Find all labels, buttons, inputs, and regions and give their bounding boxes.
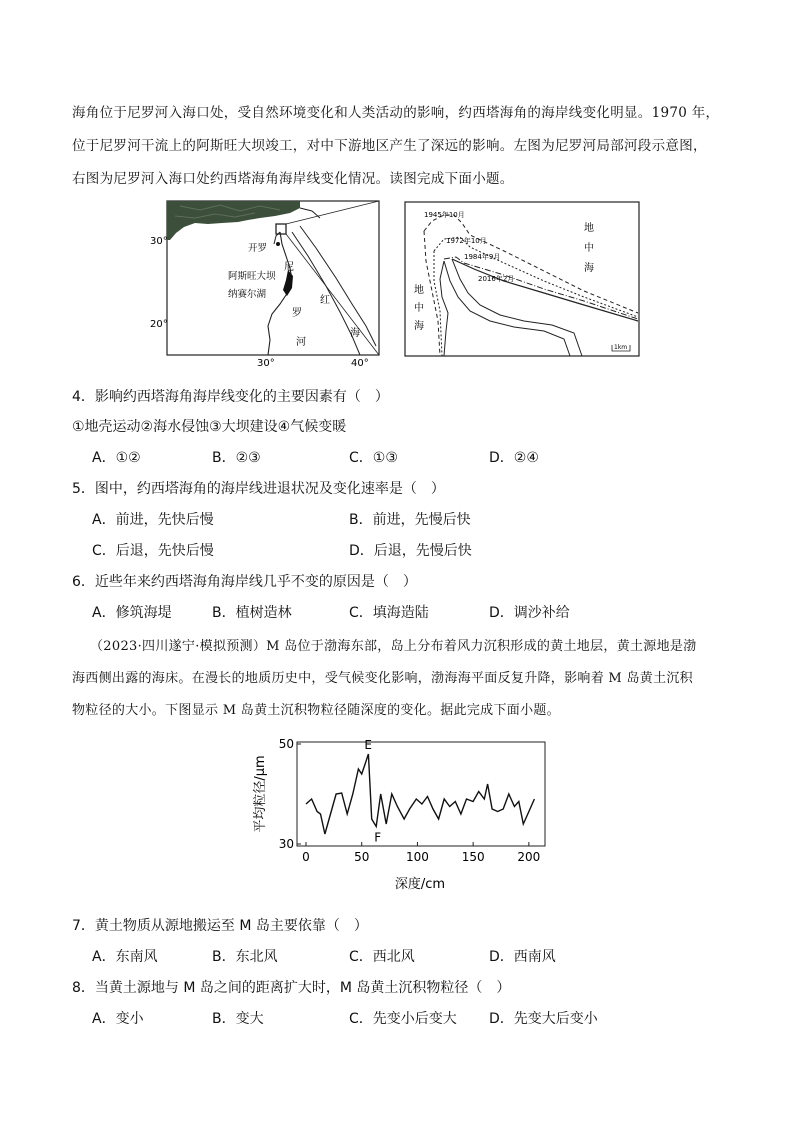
sea-right-char-2: 中 [584,243,594,254]
y-axis-label: 平均粒径/μm [253,755,268,833]
intro-1-line-2: 位于尼罗河干流上的阿斯旺大坝竣工，对中下游地区产生了深远的影响。左图为尼罗河局部河段示意图， [72,138,707,154]
q7-option-c[interactable]: C．西北风 [349,949,415,965]
intro-1-line-1: 海角位于尼罗河入海口处，受自然环境变化和人类活动的影响，约西塔海角的海岸线变化明显。1970 年， [72,105,720,121]
q5-option-a[interactable]: A．前进，先快后慢 [92,512,214,528]
y-tick-label-30: 30 [278,837,294,851]
dam-label: 阿斯旺大坝 [228,271,276,282]
q7-option-d[interactable]: D．西南风 [489,949,556,965]
q5-option-c[interactable]: C．后退，先快后慢 [92,543,214,559]
q6-option-c[interactable]: C．填海造陆 [349,605,429,621]
q4-stem: 4．影响约西塔海角海岸线变化的主要因素有（ ） [72,389,389,405]
x-tick-label-150: 150 [461,850,485,864]
q4-option-a[interactable]: A．①② [92,450,141,466]
sea-right-char-3: 海 [584,263,594,274]
q8-stem: 8．当黄土源地与 M 岛之间的距离扩大时，M 岛黄土沉积物粒径（ ） [72,980,511,996]
intro-2-line-3: 物粒径的大小。下图显示 M 岛黄土沉积物粒径随深度的变化。据此完成下面小题。 [72,703,560,718]
x-tick-label-100: 100 [405,850,429,864]
q7-stem: 7．黄土物质从源地搬运至 M 岛主要依靠（ ） [72,918,368,934]
q5-option-d[interactable]: D．后退，先慢后快 [349,543,472,559]
sea-right-char-1: 地 [584,223,594,234]
q4-option-c[interactable]: C．①③ [349,450,398,466]
q8-option-a[interactable]: A．变小 [92,1011,144,1027]
q4-items: ①地壳运动②海水侵蚀③大坝建设④气候变暖 [72,419,347,435]
annotation-e: E [364,738,372,752]
lon-40-label: 40° [351,358,369,369]
scale-label: 1km [614,344,628,351]
sea-char-2: 海 [350,328,360,339]
q4-option-d[interactable]: D．②④ [489,450,539,466]
x-tick-label-200: 200 [517,850,541,864]
q5-stem: 5．图中，约西塔海角的海岸线进退状况及变化速率是（ ） [72,481,445,497]
label-2016: 2016年2月 [478,275,515,283]
q8-option-c[interactable]: C．先变小后变大 [349,1011,457,1027]
sea-left-char-2: 中 [414,303,424,314]
x-axis-label: 深度/cm [394,877,446,892]
sea-left-char-1: 地 [414,285,424,296]
q7-option-b[interactable]: B．东北风 [212,949,278,965]
lat-30-label: 30° [150,236,168,247]
lake-label: 纳赛尔湖 [228,289,267,300]
lat-20-label: 20° [150,319,168,330]
annotation-f: F [374,830,382,845]
sea-left-char-3: 海 [414,321,424,332]
x-tick-label-0: 0 [302,850,310,864]
cairo-label: 开罗 [248,243,268,254]
q5-option-b[interactable]: B．前进，先慢后快 [349,512,471,528]
coastline-map-right [404,201,640,357]
river-char-1: 尼 [284,262,294,273]
label-1972: 1972年10月 [446,237,487,245]
q4-option-b[interactable]: B．②③ [212,450,261,466]
intro-1-line-3: 右图为尼罗河入海口处约西塔海角海岸线变化情况。读图完成下面小题。 [72,171,514,187]
plot-frame [297,742,545,846]
label-1984: 1984年9月 [464,253,501,261]
label-1945: 1945年10月 [424,211,465,219]
q8-option-d[interactable]: D．先变大后变小 [489,1011,598,1027]
q6-option-d[interactable]: D．调沙补给 [489,605,570,621]
q7-option-a[interactable]: A．东南风 [92,949,158,965]
q8-option-b[interactable]: B．变大 [212,1011,264,1027]
lon-30-label: 30° [257,358,275,369]
sea-char-1: 红 [320,295,330,306]
q6-option-b[interactable]: B．植树造林 [212,605,292,621]
river-char-3: 河 [296,337,306,348]
intro-2-line-2: 海西侧出露的海床。在漫长的地质历史中，受气候变化影响，渤海海平面反复升降，影响着 M 岛黄土沉积 [72,671,693,686]
grain-size-chart [240,730,560,900]
x-tick-label-50: 50 [354,850,370,864]
grain-size-series-line [306,754,534,834]
q6-stem: 6．近些年来约西塔海角海岸线几乎不变的原因是（ ） [72,574,417,590]
q6-option-a[interactable]: A．修筑海堤 [92,605,172,621]
river-char-2: 罗 [292,308,302,319]
nile-map-left [140,196,390,369]
intro-2-line-1: （2023·四川遂宁·模拟预测）M 岛位于渤海东部，岛上分布着风力沉积形成的黄土地层，黄土源地是渤 [90,639,697,654]
y-tick-label-50: 50 [278,737,294,751]
